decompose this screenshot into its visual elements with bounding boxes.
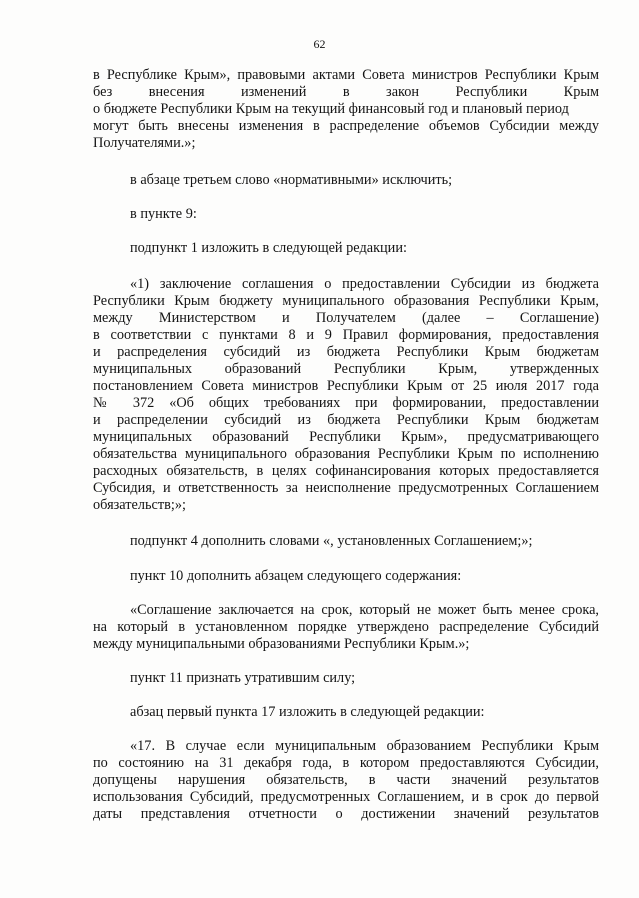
text-line: в соответствии с пунктами 8 и 9 Правил формирования, предоставления [93,327,599,343]
text-line: Субсидия, и ответственность за неисполнение предусмотренных Соглашением [93,480,599,496]
text-line: допущены нарушения обязательств, в части значений результатов [93,772,599,788]
text-line: и распределении субсидий из бюджета Республики Крым бюджетам [93,412,599,428]
text-line: № 372 «Об общих требованиях при формировании, предоставлении [93,395,599,411]
text-line: в Республике Крым», правовыми актами Совета министров Республики Крым [93,67,599,83]
text-line: муниципальных образований Республики Крым, утвержденных [93,361,599,377]
text-line: пункт 11 признать утратившим силу; [130,670,356,686]
text-line: Получателями.»; [93,135,196,151]
text-line: о бюджете Республики Крым на текущий финансовый год и плановый период [93,101,569,117]
text-line: могут быть внесены изменения в распределение объемов Субсидии между [93,118,599,134]
text-line: в пункте 9: [130,206,197,222]
text-line: и распределения субсидий из бюджета Республики Крым бюджетам [93,344,599,360]
text-line: абзац первый пункта 17 изложить в следующей редакции: [130,704,485,720]
text-line: даты представления отчетности о достижении значений результатов [93,806,599,822]
text-line: «Соглашение заключается на срок, который не может быть менее срока, [130,602,599,618]
text-line: между Министерством и Получателем (далее – Соглашение) [93,310,599,326]
text-line: по состоянию на 31 декабря года, в котором предоставляются Субсидии, [93,755,599,771]
text-line: подпункт 4 дополнить словами «, установленных Соглашением;»; [130,533,533,549]
text-line: между муниципальными образованиями Республики Крым.»; [93,636,470,652]
text-line: на который в установленном порядке утверждено распределение Субсидий [93,619,599,635]
text-line: муниципальных образований Республики Крым», предусматривающего [93,429,599,445]
text-line: пункт 10 дополнить абзацем следующего содержания: [130,568,462,584]
text-line: обязательств;»; [93,497,186,513]
text-line: без внесения изменений в закон Республики Крым [93,84,599,100]
text-line: «1) заключение соглашения о предоставлении Субсидии из бюджета [130,276,599,292]
text-line: постановлением Совета министров Республики Крым от 25 июля 2017 года [93,378,599,394]
text-line: использования Субсидий, предусмотренных Соглашением, и в срок до первой [93,789,599,805]
text-line: в абзаце третьем слово «нормативными» исключить; [130,172,453,188]
text-line: Республики Крым бюджету муниципального образования Республики Крым, [93,293,599,309]
text-line: «17. В случае если муниципальным образованием Республики Крым [130,738,599,754]
text-line: обязательства муниципального образования Республики Крым по исполнению [93,446,599,462]
text-line: подпункт 1 изложить в следующей редакции: [130,240,407,256]
text-line: расходных обязательств, в целях софинансирования которых предоставляется [93,463,599,479]
page-number: 62 [313,37,326,51]
